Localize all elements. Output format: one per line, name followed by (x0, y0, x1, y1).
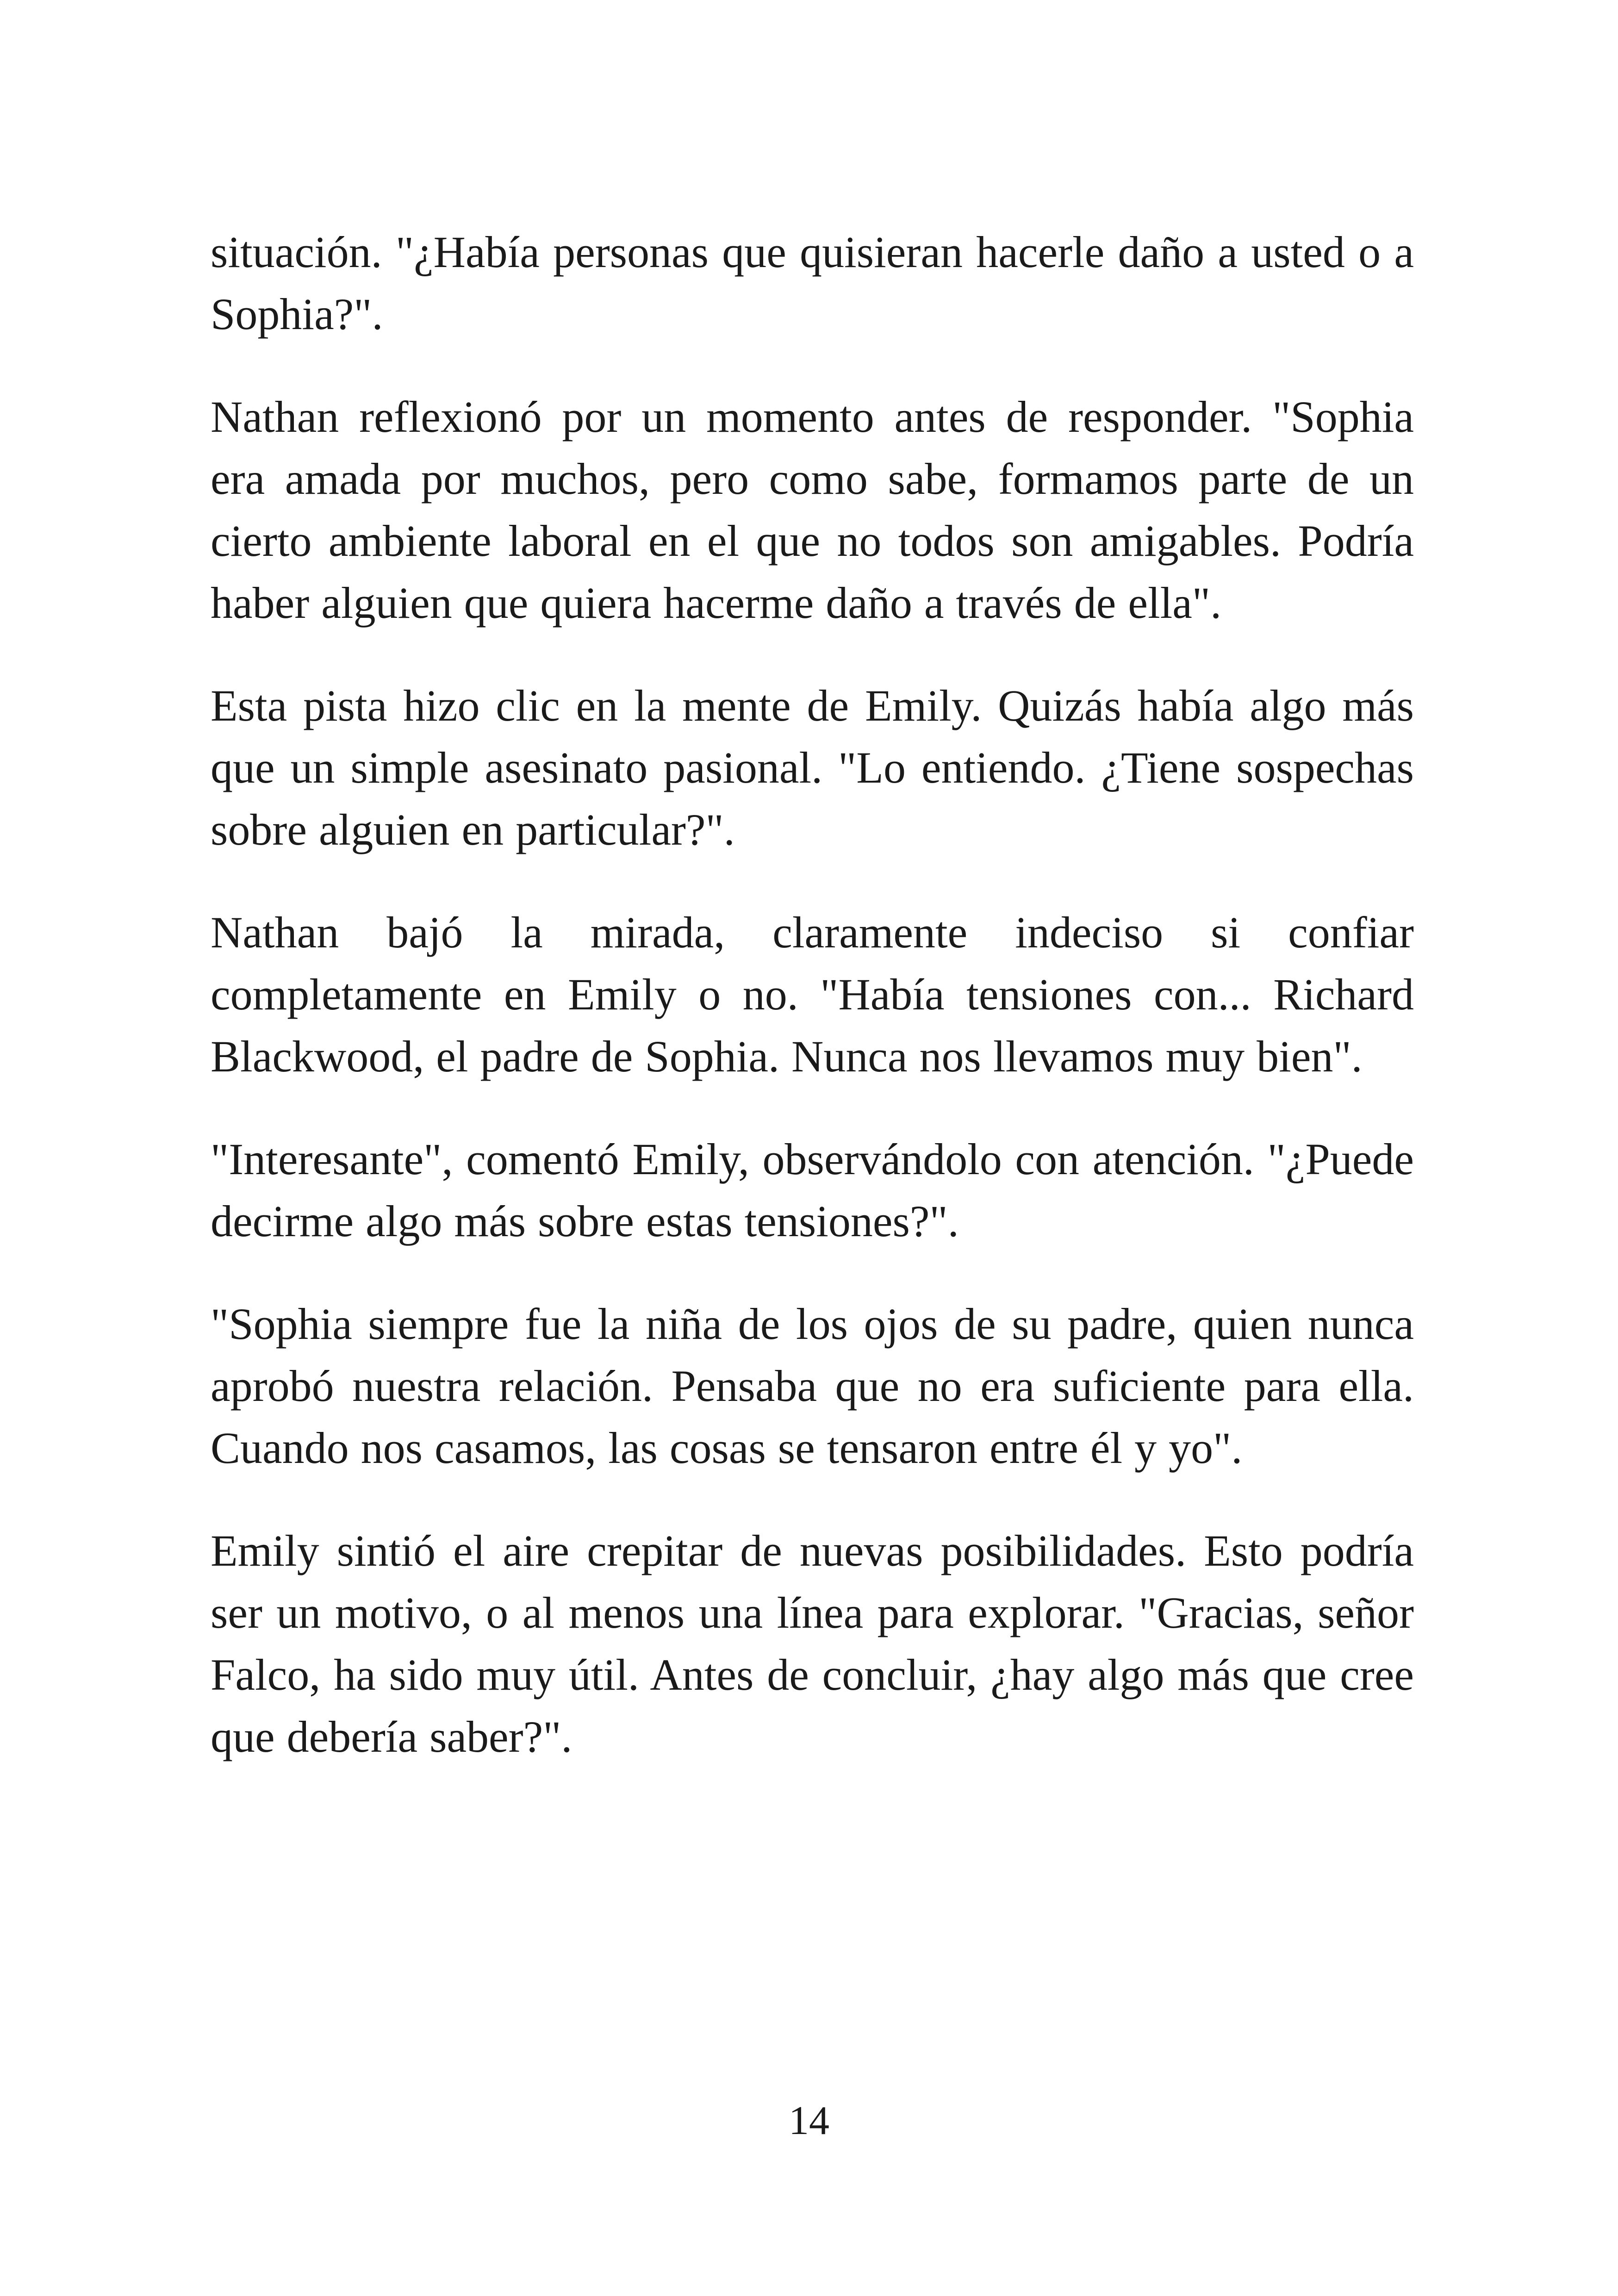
page-number: 14 (789, 2098, 829, 2143)
paragraph: situación. "¿Había personas que quisieran hacerle daño a usted o a Sophia?". (211, 227, 1414, 339)
paragraph: "Sophia siempre fue la niña de los ojos de su padre, quien nunca aprobó nuestra relación. Pensaba que no era suficiente para ella. Cuando nos casamos, las cosas se tensaron entre él y yo". (211, 1299, 1414, 1473)
body-text (211, 221, 1414, 1809)
paragraph: Emily sintió el aire crepitar de nuevas posibilidades. Esto podría ser un motivo, o al menos una línea para explorar. "Gracias, señor Falco, ha sido muy útil. Antes de concluir, ¿hay algo más que cree que debería saber?". (211, 1526, 1414, 1761)
paragraph: Nathan bajó la mirada, claramente indeciso si confiar completamente en Emily o no. "Había tensiones con... Richard Blackwood, el padre de Sophia. Nunca nos llevamos muy bien". (211, 908, 1414, 1081)
paragraph: "Interesante", comentó Emily, observándolo con atención. "¿Puede decirme algo más sobre estas tensiones?". (211, 1134, 1414, 1246)
paragraph: Nathan reflexionó por un momento antes de responder. "Sophia era amada por muchos, pero como sabe, formamos parte de un cierto ambiente laboral en el que no todos son amigables. Podría haber alguien que quiera hacerme daño a través de ella". (211, 392, 1414, 628)
paragraph: Esta pista hizo clic en la mente de Emily. Quizás había algo más que un simple asesinato pasional. "Lo entiendo. ¿Tiene sospechas sobre alguien en particular?". (211, 681, 1414, 854)
